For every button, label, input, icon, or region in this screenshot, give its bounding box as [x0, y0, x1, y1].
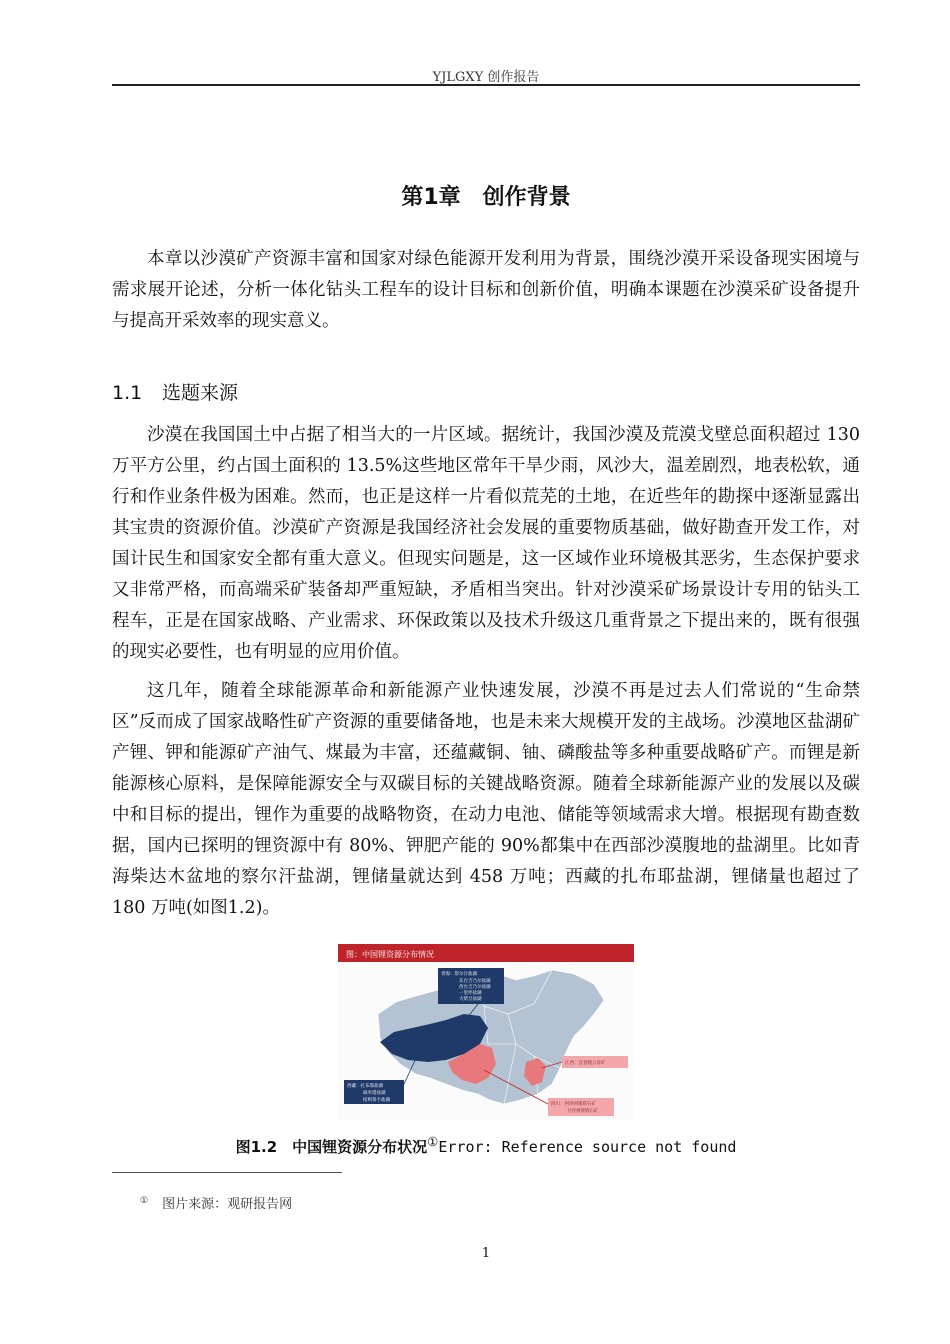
figure-caption [112, 1134, 860, 1157]
body-paragraph-2: 这几年，随着全球能源革命和新能源产业快速发展，沙漠不再是过去人们常说的“生命禁区”反而成了国家战略性矿产资源的重要储备地，也是未来大规模开发的主战场。沙漠地区盐湖矿产锂、钾和能源矿产油气、煤最为丰富，还蕴藏铜、铀、磷酸盐等多种重要战略矿产。而锂是新能源核心原料，是保障能源安全与双碳目标的关键战略资源。随着全球新能源产业的发展以及碳中和目标的提出，锂作为重要的战略物资，在动力电池、储能等领域需求大增。根据现有勘查数据，国内已探明的锂资源中有 80%、钾肥产能的 90%都集中在西部沙漠腹地的盐湖里。比如青海柴达木盆地的察尔汗盐湖，锂储量就达到 458 万吨；西藏的扎布耶盐湖，锂储量也超过了 180 万吨(如图1.2)。 [112, 681, 860, 918]
callout-line: 结则茶卡盐湖 [363, 1098, 390, 1103]
callout-line: 青海：察尔汗盐湖 [441, 972, 477, 977]
figure-banner-text: 图：中国锂资源分布情况 [346, 950, 434, 959]
chapter-title: 第1章 创作背景 [401, 185, 571, 210]
figure-caption-footnote-mark: ① [427, 1134, 439, 1149]
footnote-label: 图片来源： [162, 1197, 228, 1212]
section-heading [112, 378, 238, 405]
callout-line: 甘孜州锂辉石矿 [567, 1109, 599, 1114]
lithium-map-figure [338, 944, 634, 1120]
figure-caption-label: 图1.2 中国锂资源分布状况 [235, 1138, 428, 1156]
footnote-mark: ① [140, 1195, 149, 1206]
section-number: 1.1 [112, 382, 143, 404]
header-rule [112, 84, 860, 86]
callout-line: 四川：阿坝州锂辉石矿 [551, 1102, 596, 1107]
callout-line: 大柴旦盐湖 [459, 997, 482, 1002]
page-number: 1 [481, 1246, 491, 1261]
callout-line: 一里坪盐湖 [459, 991, 482, 996]
lithium-map-svg [338, 944, 634, 1120]
footnote [140, 1193, 292, 1212]
section-title: 选题来源 [162, 382, 239, 404]
callout-line: 麻米错盐湖 [363, 1091, 386, 1096]
footnote-rule [112, 1172, 342, 1173]
callout-line: 西台吉乃尔盐湖 [459, 985, 491, 990]
callout-line: 江西：宜春锂云母矿 [565, 1061, 606, 1066]
page-header: YJLGXY 创作报告 [432, 70, 540, 85]
intro-paragraph: 本章以沙漠矿产资源丰富和国家对绿色能源开发利用为背景，围绕沙漠开采设备现实困境与需求展开论述，分析一体化钻头工程车的设计目标和创新价值，明确本课题在沙漠采矿设备提升与提高开采效率的现实意义。 [112, 249, 860, 331]
footnote-source: 观研报告网 [227, 1197, 293, 1212]
figure-caption-error: Error: Reference source not found [438, 1138, 737, 1156]
callout-line: 东台吉乃尔盐湖 [459, 979, 491, 984]
body-paragraph-1: 沙漠在我国国土中占据了相当大的一片区域。据统计，我国沙漠及荒漠戈壁总面积超过 130 万平方公里，约占国土面积的 13.5%这些地区常年干旱少雨，风沙大，温差剧烈，地表松软，通行和作业条件极为困难。然而，也正是这样一片看似荒芜的土地，在近些年的勘探中逐渐显露出其宝贵的资源价值。沙漠矿产资源是我国经济社会发展的重要物质基础，做好勘查开发工作，对国计民生和国家安全都有重大意义。但现实问题是，这一区域作业环境极其恶劣，生态保护要求又非常严格，而高端采矿装备却严重短缺，矛盾相当突出。针对沙漠采矿场景设计专用的钻头工程车，正是在国家战略、产业需求、环保政策以及技术升级这几重背景之下提出来的，既有很强的现实必要性，也有明显的应用价值。 [112, 425, 860, 662]
callout-line: 西藏：扎布耶盐湖 [347, 1084, 383, 1089]
